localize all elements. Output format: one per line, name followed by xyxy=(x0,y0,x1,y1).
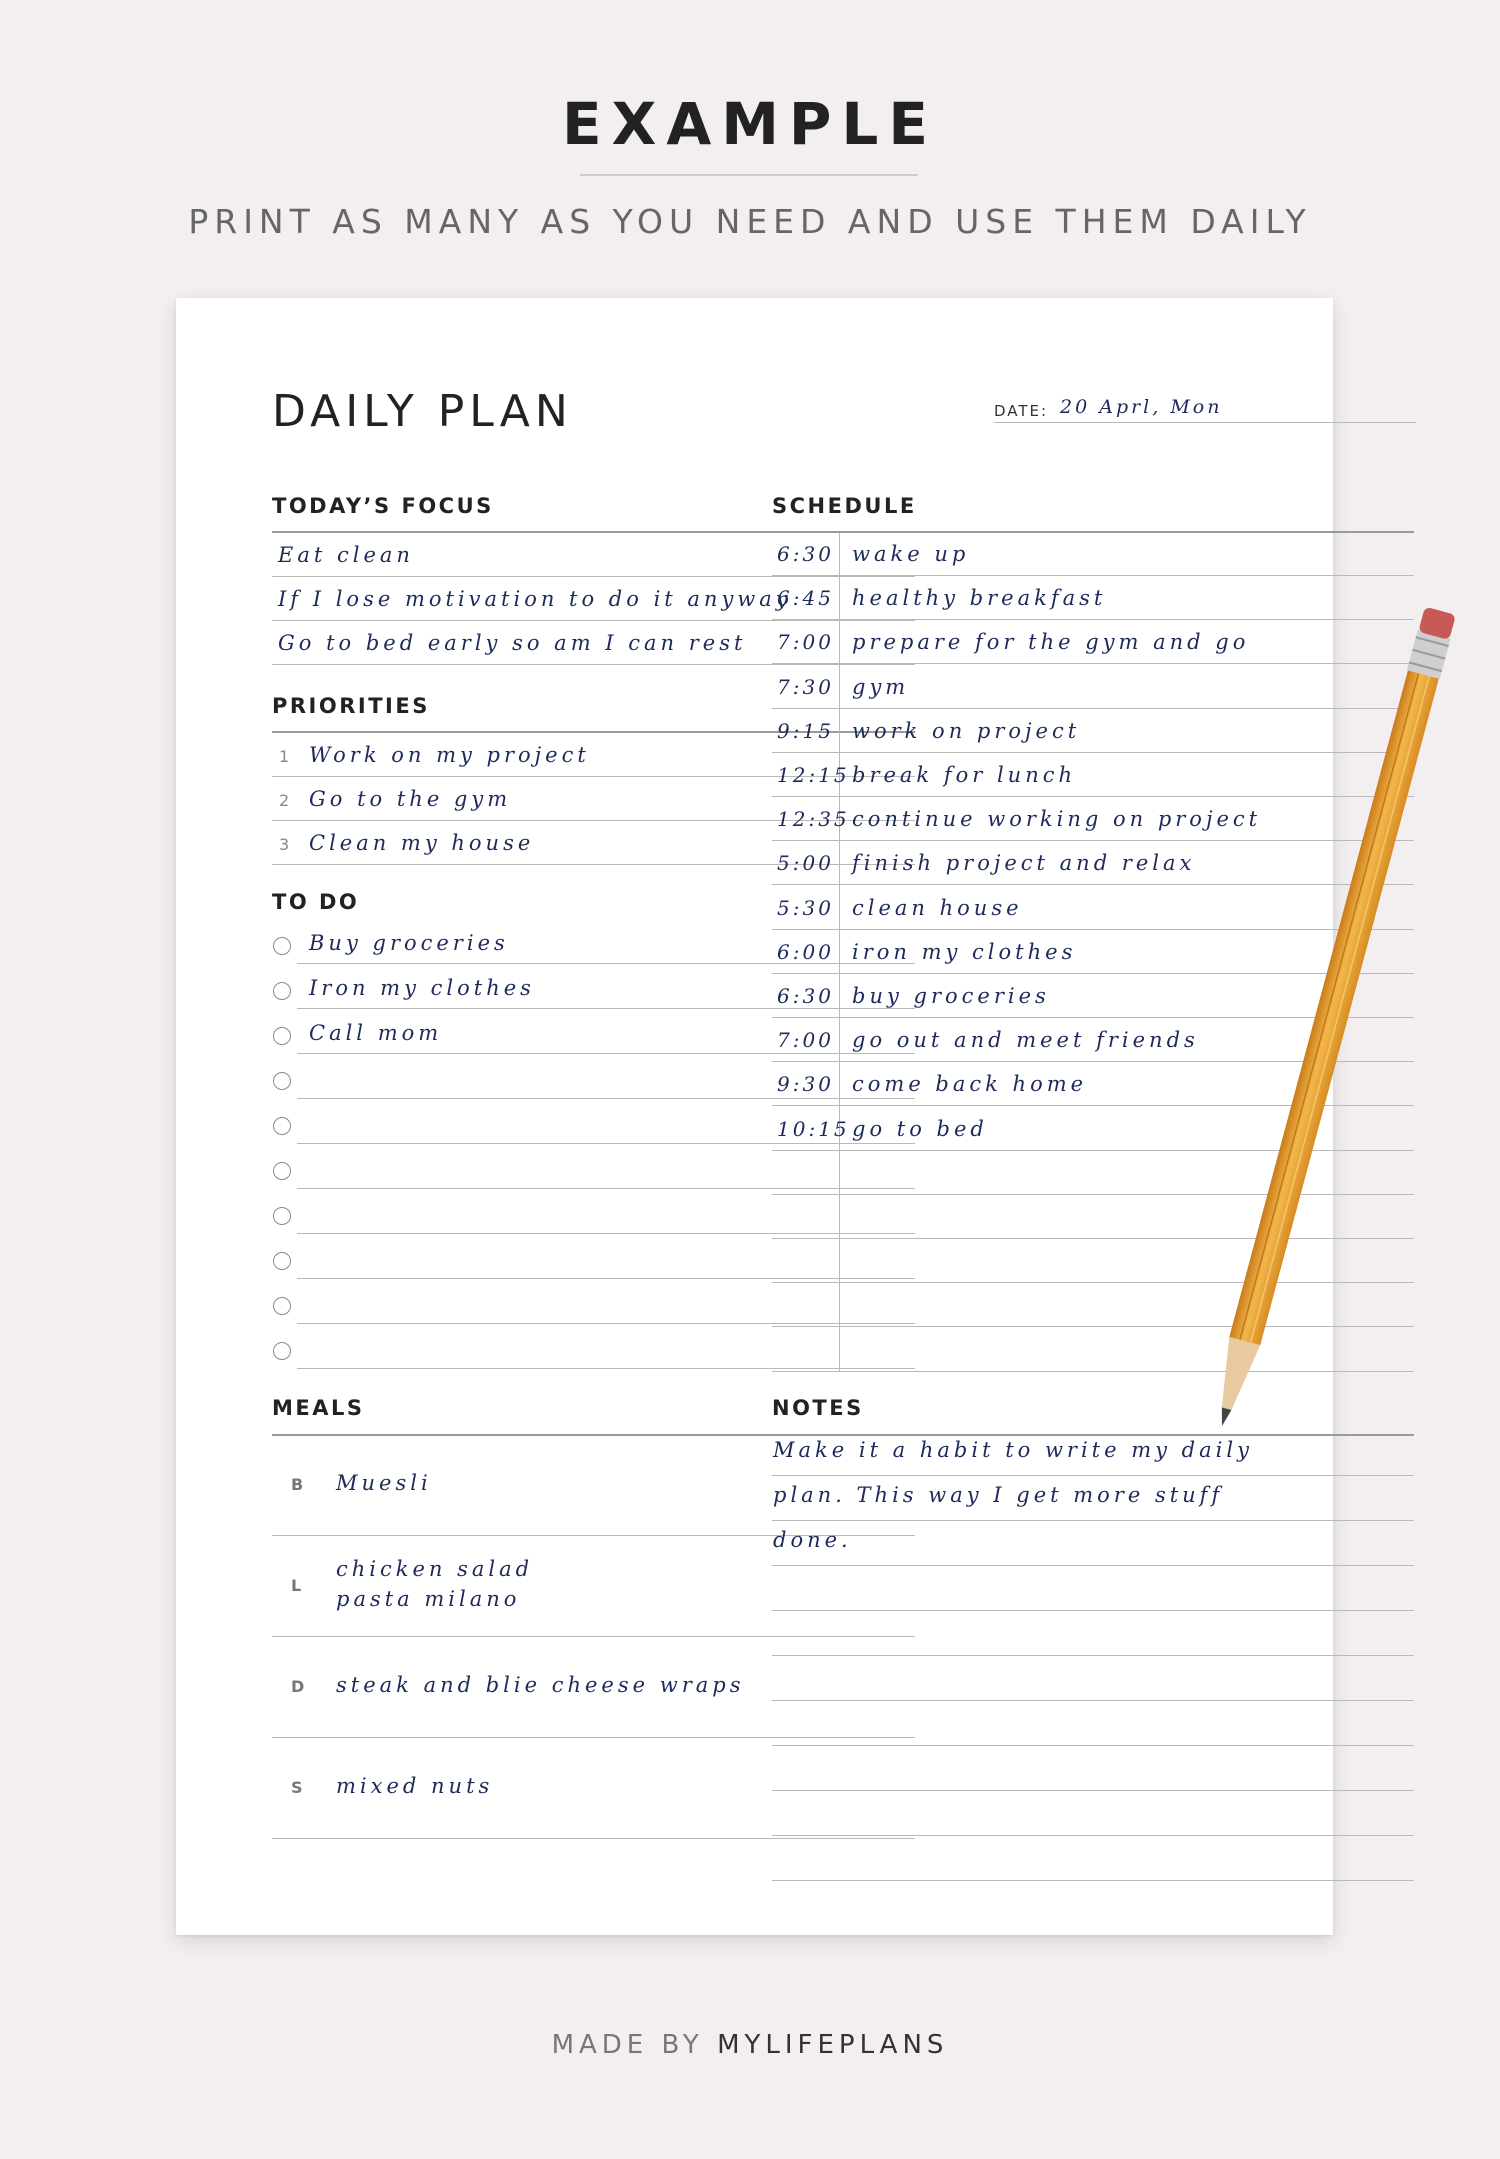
schedule-item: work on project xyxy=(852,718,1081,743)
priority-number: 2 xyxy=(279,791,290,810)
notes-heading: NOTES xyxy=(772,1396,864,1420)
schedule-time: 6:30 xyxy=(777,542,834,566)
page-title: DAILY PLAN xyxy=(272,386,573,437)
footer-prefix: MADE BY xyxy=(551,2030,704,2060)
schedule-time: 5:30 xyxy=(777,895,834,920)
schedule-item: healthy breakfast xyxy=(852,586,1107,611)
todo-item: Buy groceries xyxy=(309,931,509,955)
notes-line-text: Make it a habit to write my daily xyxy=(773,1438,1253,1462)
schedule-time: 10:15 xyxy=(777,1116,850,1141)
footer-brand: MYLIFEPLANS xyxy=(717,2030,949,2060)
todo-heading: TO DO xyxy=(272,890,360,914)
meal-item: steak and blie cheese wraps xyxy=(336,1673,745,1697)
meals-heading: MEALS xyxy=(272,1396,365,1420)
banner-subtitle: PRINT AS MANY AS YOU NEED AND USE THEM DAILY xyxy=(188,202,1312,241)
focus-heading: TODAY’S FOCUS xyxy=(272,494,494,518)
schedule-item: go to bed xyxy=(852,1116,988,1141)
notes-line-text: done. xyxy=(773,1528,852,1552)
schedule-item: go out and meet friends xyxy=(852,1028,1199,1053)
meal-item: chicken salad xyxy=(336,1557,534,1581)
schedule-time: 9:30 xyxy=(777,1072,834,1097)
schedule-item: come back home xyxy=(852,1072,1088,1097)
date-label: DATE: xyxy=(994,402,1049,420)
schedule-item: prepare for the gym and go xyxy=(852,630,1250,655)
priorities-heading: PRIORITIES xyxy=(272,694,430,718)
schedule-item: clean house xyxy=(852,895,1023,920)
schedule-time: 7:00 xyxy=(777,630,834,655)
meal-key: S xyxy=(291,1778,303,1797)
todo-item: Iron my clothes xyxy=(309,976,535,1000)
focus-item: Go to bed early so am I can rest xyxy=(278,631,747,655)
meal-key: L xyxy=(291,1576,302,1595)
notes-line-text: plan. This way I get more stuff xyxy=(773,1483,1224,1507)
schedule-time: 12:15 xyxy=(777,763,850,787)
date-value: 20 Aprl, Mon xyxy=(1060,396,1223,418)
schedule-item: wake up xyxy=(852,542,970,566)
meal-key: B xyxy=(291,1475,304,1494)
schedule-time: 9:15 xyxy=(777,718,834,743)
meal-item: Muesli xyxy=(336,1471,432,1495)
schedule-item: iron my clothes xyxy=(852,939,1077,964)
schedule-item: finish project and relax xyxy=(852,851,1196,876)
schedule-item: gym xyxy=(852,674,910,699)
schedule-item: continue working on project xyxy=(852,807,1262,832)
schedule-time: 6:45 xyxy=(777,586,834,611)
schedule-time: 7:30 xyxy=(777,674,834,699)
meal-key: D xyxy=(291,1677,305,1696)
meal-item: pasta milano xyxy=(336,1587,521,1611)
footer xyxy=(0,2030,1500,2060)
focus-item: Eat clean xyxy=(278,543,414,567)
todo-item: Call mom xyxy=(309,1021,443,1045)
schedule-heading: SCHEDULE xyxy=(772,494,917,518)
priority-item: Go to the gym xyxy=(309,787,512,811)
priority-number: 3 xyxy=(279,835,290,854)
schedule-time: 6:00 xyxy=(777,939,834,964)
schedule-time: 5:00 xyxy=(777,851,834,876)
schedule-time: 12:35 xyxy=(777,807,850,832)
schedule-item: buy groceries xyxy=(852,984,1050,1008)
meal-item: mixed nuts xyxy=(336,1774,494,1798)
focus-item: If I lose motivation to do it anyway xyxy=(278,587,792,611)
schedule-time: 7:00 xyxy=(777,1028,834,1053)
priority-number: 1 xyxy=(279,747,290,766)
banner-title: EXAMPLE xyxy=(561,90,939,158)
schedule-item: break for lunch xyxy=(852,763,1077,787)
priority-item: Work on my project xyxy=(309,743,590,767)
schedule-time: 6:30 xyxy=(777,984,834,1008)
priority-item: Clean my house xyxy=(309,831,535,855)
